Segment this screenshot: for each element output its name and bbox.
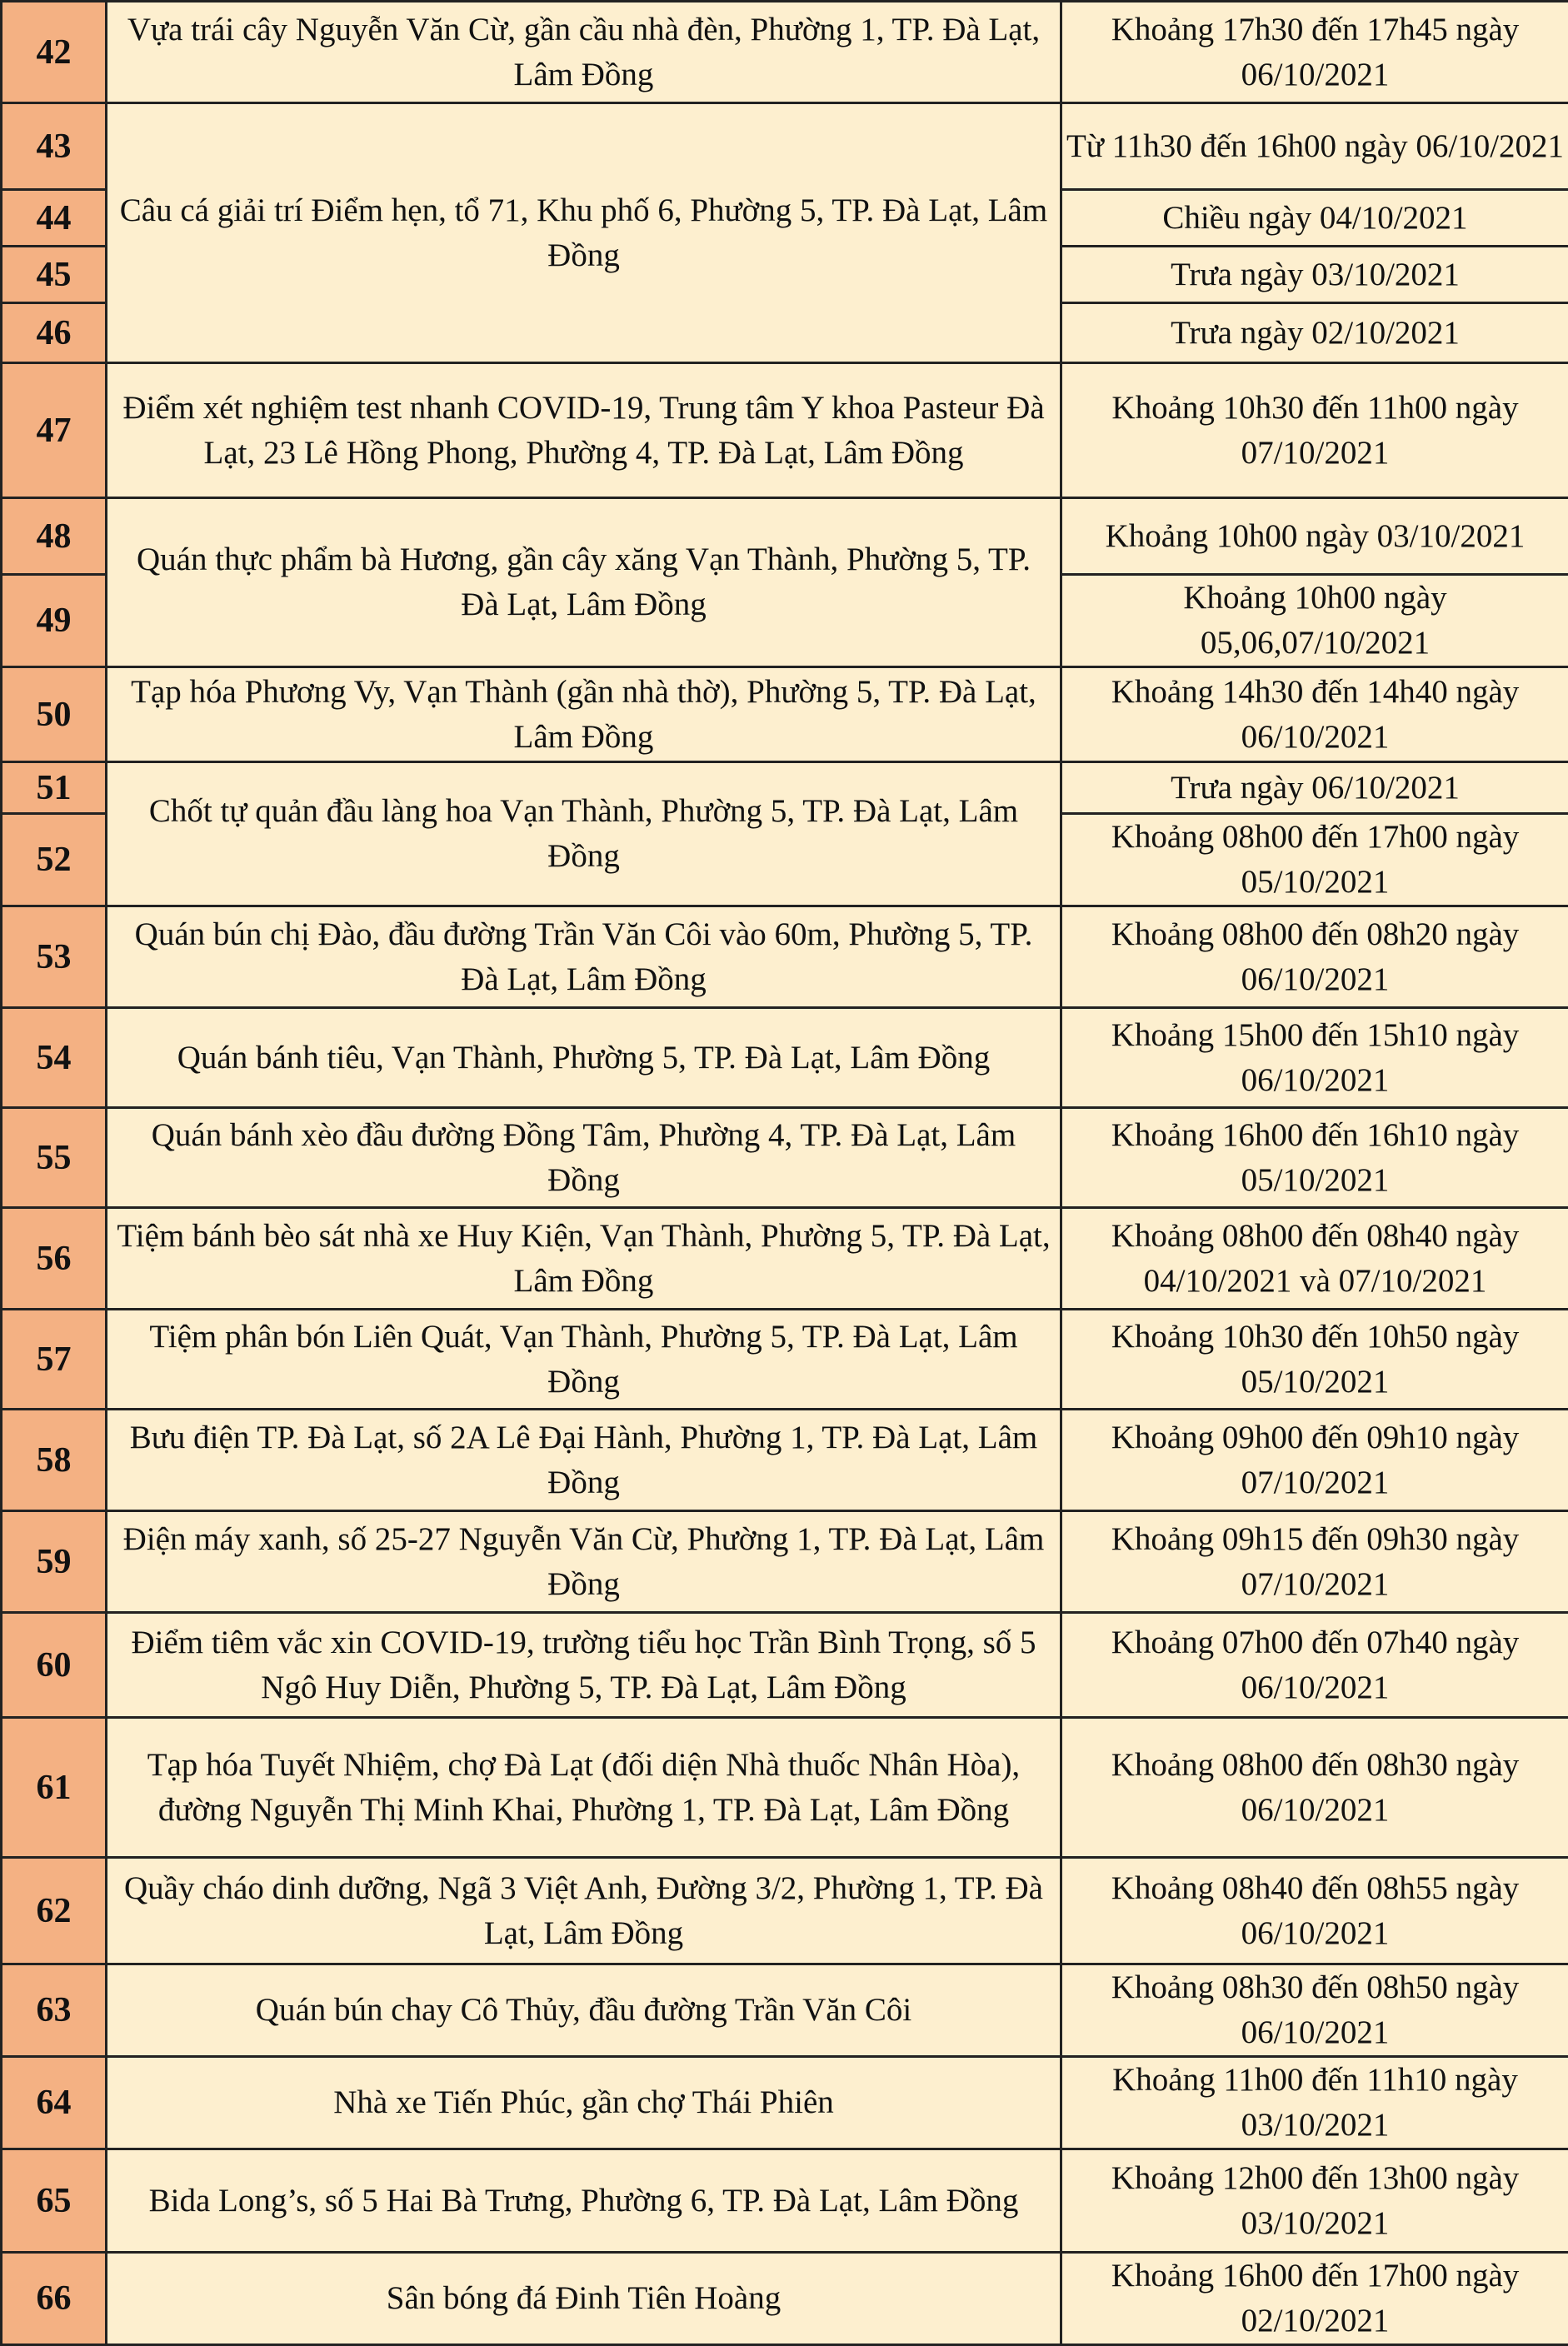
time-cell: Khoảng 08h00 đến 08h30 ngày 06/10/2021 [1061,1718,1568,1858]
table-row [2,1511,1568,1613]
time-cell: Khoảng 08h00 đến 08h20 ngày 06/10/2021 [1061,906,1568,1008]
row-number: 62 [2,1858,107,1964]
time-cell: Khoảng 08h30 đến 08h50 ngày 06/10/2021 [1061,1964,1568,2057]
location-cell: Điểm xét nghiệm test nhanh COVID-19, Trung tâm Y khoa Pasteur Đà Lạt, 23 Lê Hồng Phong, Phường 4, TP. Đà Lạt, Lâm Đồng [107,363,1061,498]
location-cell: Quán bánh xèo đầu đường Đồng Tâm, Phường 4, TP. Đà Lạt, Lâm Đồng [107,1108,1061,1208]
location-cell: Chốt tự quản đầu làng hoa Vạn Thành, Phường 5, TP. Đà Lạt, Lâm Đồng [107,762,1061,906]
location-cell: Bưu điện TP. Đà Lạt, số 2A Lê Đại Hành, Phường 1, TP. Đà Lạt, Lâm Đồng [107,1410,1061,1511]
table-row [2,1310,1568,1410]
row-number: 59 [2,1511,107,1613]
row-number: 60 [2,1613,107,1718]
row-number: 44 [2,190,107,247]
time-cell: Trưa ngày 06/10/2021 [1061,762,1568,814]
time-cell: Trưa ngày 02/10/2021 [1061,303,1568,363]
table-row [2,2057,1568,2149]
location-cell: Tiệm bánh bèo sát nhà xe Huy Kiện, Vạn Thành, Phường 5, TP. Đà Lạt, Lâm Đồng [107,1208,1061,1310]
time-cell: Khoảng 07h00 đến 07h40 ngày 06/10/2021 [1061,1613,1568,1718]
table-row [2,1008,1568,1108]
row-number: 61 [2,1718,107,1858]
table-row [2,1410,1568,1511]
time-cell: Khoảng 08h40 đến 08h55 ngày 06/10/2021 [1061,1858,1568,1964]
row-number: 53 [2,906,107,1008]
table-row [2,2,1568,103]
table-row [2,1613,1568,1718]
time-cell: Khoảng 10h00 ngày 03/10/2021 [1061,498,1568,575]
time-cell: Khoảng 16h00 đến 17h00 ngày 02/10/2021 [1061,2253,1568,2345]
table-row [2,1964,1568,2057]
table-row [2,906,1568,1008]
time-cell: Khoảng 10h30 đến 11h00 ngày 07/10/2021 [1061,363,1568,498]
row-number: 49 [2,575,107,667]
time-cell: Khoảng 15h00 đến 15h10 ngày 06/10/2021 [1061,1008,1568,1108]
row-number: 65 [2,2149,107,2253]
location-cell: Điểm tiêm vắc xin COVID-19, trường tiểu học Trần Bình Trọng, số 5 Ngô Huy Diễn, Phường 5, TP. Đà Lạt, Lâm Đồng [107,1613,1061,1718]
time-cell: Khoảng 11h00 đến 11h10 ngày 03/10/2021 [1061,2057,1568,2149]
location-cell: Điện máy xanh, số 25-27 Nguyễn Văn Cừ, Phường 1, TP. Đà Lạt, Lâm Đồng [107,1511,1061,1613]
location-cell: Quầy cháo dinh dưỡng, Ngã 3 Việt Anh, Đường 3/2, Phường 1, TP. Đà Lạt, Lâm Đồng [107,1858,1061,1964]
time-cell: Khoảng 10h30 đến 10h50 ngày 05/10/2021 [1061,1310,1568,1410]
row-number: 52 [2,814,107,906]
row-number: 58 [2,1410,107,1511]
location-cell: Quán thực phẩm bà Hương, gần cây xăng Vạn Thành, Phường 5, TP. Đà Lạt, Lâm Đồng [107,498,1061,667]
table-row [2,1208,1568,1310]
row-number: 54 [2,1008,107,1108]
time-cell: Trưa ngày 03/10/2021 [1061,247,1568,303]
time-cell: Khoảng 14h30 đến 14h40 ngày 06/10/2021 [1061,667,1568,762]
row-number: 57 [2,1310,107,1410]
row-number: 47 [2,363,107,498]
row-number: 63 [2,1964,107,2057]
time-cell: Khoảng 09h15 đến 09h30 ngày 07/10/2021 [1061,1511,1568,1613]
table-row [2,2253,1568,2345]
table-row [2,498,1568,575]
location-cell: Tạp hóa Tuyết Nhiệm, chợ Đà Lạt (đối diện Nhà thuốc Nhân Hòa), đường Nguyễn Thị Minh Khai, Phường 1, TP. Đà Lạt, Lâm Đồng [107,1718,1061,1858]
time-cell: Khoảng 08h00 đến 08h40 ngày 04/10/2021 và 07/10/2021 [1061,1208,1568,1310]
row-number: 56 [2,1208,107,1310]
time-cell: Khoảng 09h00 đến 09h10 ngày 07/10/2021 [1061,1410,1568,1511]
table-row [2,103,1568,190]
location-cell: Quán bún chị Đào, đầu đường Trần Văn Côi vào 60m, Phường 5, TP. Đà Lạt, Lâm Đồng [107,906,1061,1008]
row-number: 66 [2,2253,107,2345]
time-cell: Khoảng 12h00 đến 13h00 ngày 03/10/2021 [1061,2149,1568,2253]
location-cell: Vựa trái cây Nguyễn Văn Cừ, gần cầu nhà đèn, Phường 1, TP. Đà Lạt, Lâm Đồng [107,2,1061,103]
location-cell: Nhà xe Tiến Phúc, gần chợ Thái Phiên [107,2057,1061,2149]
row-number: 43 [2,103,107,190]
location-cell: Tiệm phân bón Liên Quát, Vạn Thành, Phường 5, TP. Đà Lạt, Lâm Đồng [107,1310,1061,1410]
table-row [2,762,1568,814]
time-cell: Khoảng 17h30 đến 17h45 ngày 06/10/2021 [1061,2,1568,103]
row-number: 46 [2,303,107,363]
time-cell: Chiều ngày 04/10/2021 [1061,190,1568,247]
table-row [2,667,1568,762]
location-cell: Quán bánh tiêu, Vạn Thành, Phường 5, TP. Đà Lạt, Lâm Đồng [107,1008,1061,1108]
time-cell: Từ 11h30 đến 16h00 ngày 06/10/2021 [1061,103,1568,190]
table-row [2,363,1568,498]
location-cell: Sân bóng đá Đinh Tiên Hoàng [107,2253,1061,2345]
location-cell: Bida Long’s, số 5 Hai Bà Trưng, Phường 6, TP. Đà Lạt, Lâm Đồng [107,2149,1061,2253]
location-cell: Quán bún chay Cô Thủy, đầu đường Trần Văn Côi [107,1964,1061,2057]
row-number: 64 [2,2057,107,2149]
table-row [2,1108,1568,1208]
row-number: 42 [2,2,107,103]
row-number: 55 [2,1108,107,1208]
table-row [2,1858,1568,1964]
time-cell: Khoảng 16h00 đến 16h10 ngày 05/10/2021 [1061,1108,1568,1208]
location-cell: Tạp hóa Phương Vy, Vạn Thành (gần nhà thờ), Phường 5, TP. Đà Lạt, Lâm Đồng [107,667,1061,762]
row-number: 51 [2,762,107,814]
row-number: 50 [2,667,107,762]
row-number: 48 [2,498,107,575]
row-number: 45 [2,247,107,303]
table-row [2,2149,1568,2253]
time-cell: Khoảng 08h00 đến 17h00 ngày 05/10/2021 [1061,814,1568,906]
time-cell: Khoảng 10h00 ngày 05,06,07/10/2021 [1061,575,1568,667]
table-row [2,1718,1568,1858]
location-cell: Câu cá giải trí Điểm hẹn, tổ 71, Khu phố 6, Phường 5, TP. Đà Lạt, Lâm Đồng [107,103,1061,363]
